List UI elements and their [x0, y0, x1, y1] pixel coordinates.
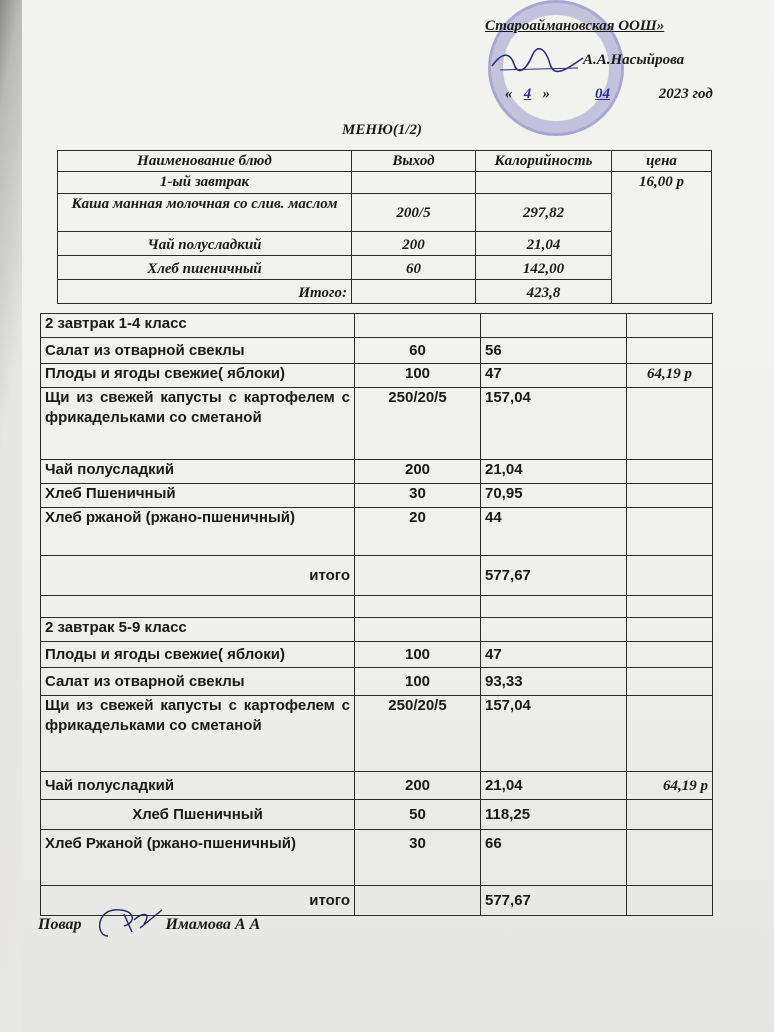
dish-kcal: 47 — [481, 364, 627, 388]
table-row — [41, 460, 713, 484]
table-row — [41, 388, 713, 460]
dish-yield: 50 — [355, 800, 481, 830]
dish-name: Чай полусладкий — [58, 232, 352, 256]
dish-name: Чай полусладкий — [41, 772, 355, 800]
dish-kcal: 56 — [481, 338, 627, 364]
menu-title: МЕНЮ(1/2) — [342, 122, 423, 138]
date-quote-close: » — [542, 86, 550, 102]
section-header-row — [41, 618, 713, 642]
cook-name: Имамова А А — [165, 916, 261, 933]
dish-kcal: 142,00 — [476, 256, 612, 280]
date-day: 4 — [523, 86, 532, 102]
dish-name: Плоды и ягоды свежие( яблоки) — [41, 642, 355, 668]
dish-kcal: 21,04 — [481, 772, 627, 800]
table-row — [41, 508, 713, 556]
table-row — [41, 642, 713, 668]
dish-yield: 100 — [355, 668, 481, 696]
breakfast1-table — [57, 150, 712, 304]
price-cell: 16,00 р — [612, 172, 712, 304]
col-price-header: цена — [612, 151, 712, 172]
table-row — [41, 484, 713, 508]
table-row — [41, 830, 713, 886]
date-quote-open: « — [505, 86, 513, 102]
dish-kcal: 44 — [481, 508, 627, 556]
table-row — [41, 800, 713, 830]
dish-name: Плоды и ягоды свежие( яблоки) — [41, 364, 355, 388]
dish-name: Салат из отварной свеклы — [41, 668, 355, 696]
school-name: Староаймановская ООШ» — [485, 18, 665, 34]
dish-name: Салат из отварной свеклы — [41, 338, 355, 364]
dish-yield: 30 — [355, 484, 481, 508]
dish-name: Каша манная молочная со слив. маслом — [58, 194, 352, 232]
dish-yield: 200 — [352, 232, 476, 256]
dish-name: Чай полусладкий — [41, 460, 355, 484]
col-name-header: Наименование блюд — [58, 151, 352, 172]
price-cell: 64,19 р — [627, 364, 713, 388]
dish-kcal: 66 — [481, 830, 627, 886]
col-yield-header: Выход — [352, 151, 476, 172]
dish-yield: 250/20/5 — [355, 388, 481, 460]
total-kcal: 423,8 — [476, 280, 612, 304]
dish-yield: 20 — [355, 508, 481, 556]
approval-date — [505, 86, 713, 103]
total-label: итого — [41, 556, 355, 596]
dish-yield: 60 — [352, 256, 476, 280]
breakfast2-table — [40, 313, 713, 916]
dish-name: Хлеб ржаной (ржано-пшеничный) — [41, 508, 355, 556]
dish-yield: 250/20/5 — [355, 696, 481, 772]
table-row — [41, 668, 713, 696]
footer — [38, 916, 260, 934]
dish-name: Щи из свежей капусты с картофелем с фрикадельками со сметаной — [41, 696, 355, 772]
section-label: 2 завтрак 5-9 класс — [41, 618, 355, 642]
dish-yield: 30 — [355, 830, 481, 886]
total-row — [41, 556, 713, 596]
dish-kcal: 157,04 — [481, 388, 627, 460]
dish-kcal: 47 — [481, 642, 627, 668]
date-month: 04 — [595, 86, 610, 102]
total-kcal: 577,67 — [481, 886, 627, 916]
total-label: итого — [41, 886, 355, 916]
total-kcal: 577,67 — [481, 556, 627, 596]
dish-kcal: 297,82 — [476, 194, 612, 232]
section-header-row — [58, 172, 712, 194]
dish-kcal: 21,04 — [476, 232, 612, 256]
director-signature — [490, 48, 585, 74]
director-name: А.А.Насыйрова — [583, 52, 685, 68]
table-row — [41, 696, 713, 772]
total-label: Итого: — [58, 280, 352, 304]
dish-yield: 60 — [355, 338, 481, 364]
dish-yield: 200 — [355, 772, 481, 800]
dish-yield: 200/5 — [352, 194, 476, 232]
dish-kcal: 70,95 — [481, 484, 627, 508]
table-row — [41, 772, 713, 800]
dish-yield: 100 — [355, 364, 481, 388]
table-row — [41, 338, 713, 364]
dish-kcal: 93,33 — [481, 668, 627, 696]
table-header-row — [58, 151, 712, 172]
table-row — [41, 364, 713, 388]
price-cell: 64,19 р — [627, 772, 713, 800]
date-year: 2023 год — [658, 86, 713, 102]
section-label: 1-ый завтрак — [58, 172, 352, 194]
dish-name: Хлеб Ржаной (ржано-пшеничный) — [41, 830, 355, 886]
section-label: 2 завтрак 1-4 класс — [41, 314, 355, 338]
dish-name: Хлеб пшеничный — [58, 256, 352, 280]
dish-name: Щи из свежей капусты с картофелем с фрикадельками со сметаной — [41, 388, 355, 460]
dish-yield: 100 — [355, 642, 481, 668]
dish-name: Хлеб Пшеничный — [41, 800, 355, 830]
dish-kcal: 157,04 — [481, 696, 627, 772]
spacer-row — [41, 596, 713, 618]
col-calories-header: Калорийность — [476, 151, 612, 172]
dish-kcal: 21,04 — [481, 460, 627, 484]
dish-name: Хлеб Пшеничный — [41, 484, 355, 508]
cook-label: Повар — [38, 916, 82, 933]
dish-kcal: 118,25 — [481, 800, 627, 830]
dish-yield: 200 — [355, 460, 481, 484]
section-header-row — [41, 314, 713, 338]
